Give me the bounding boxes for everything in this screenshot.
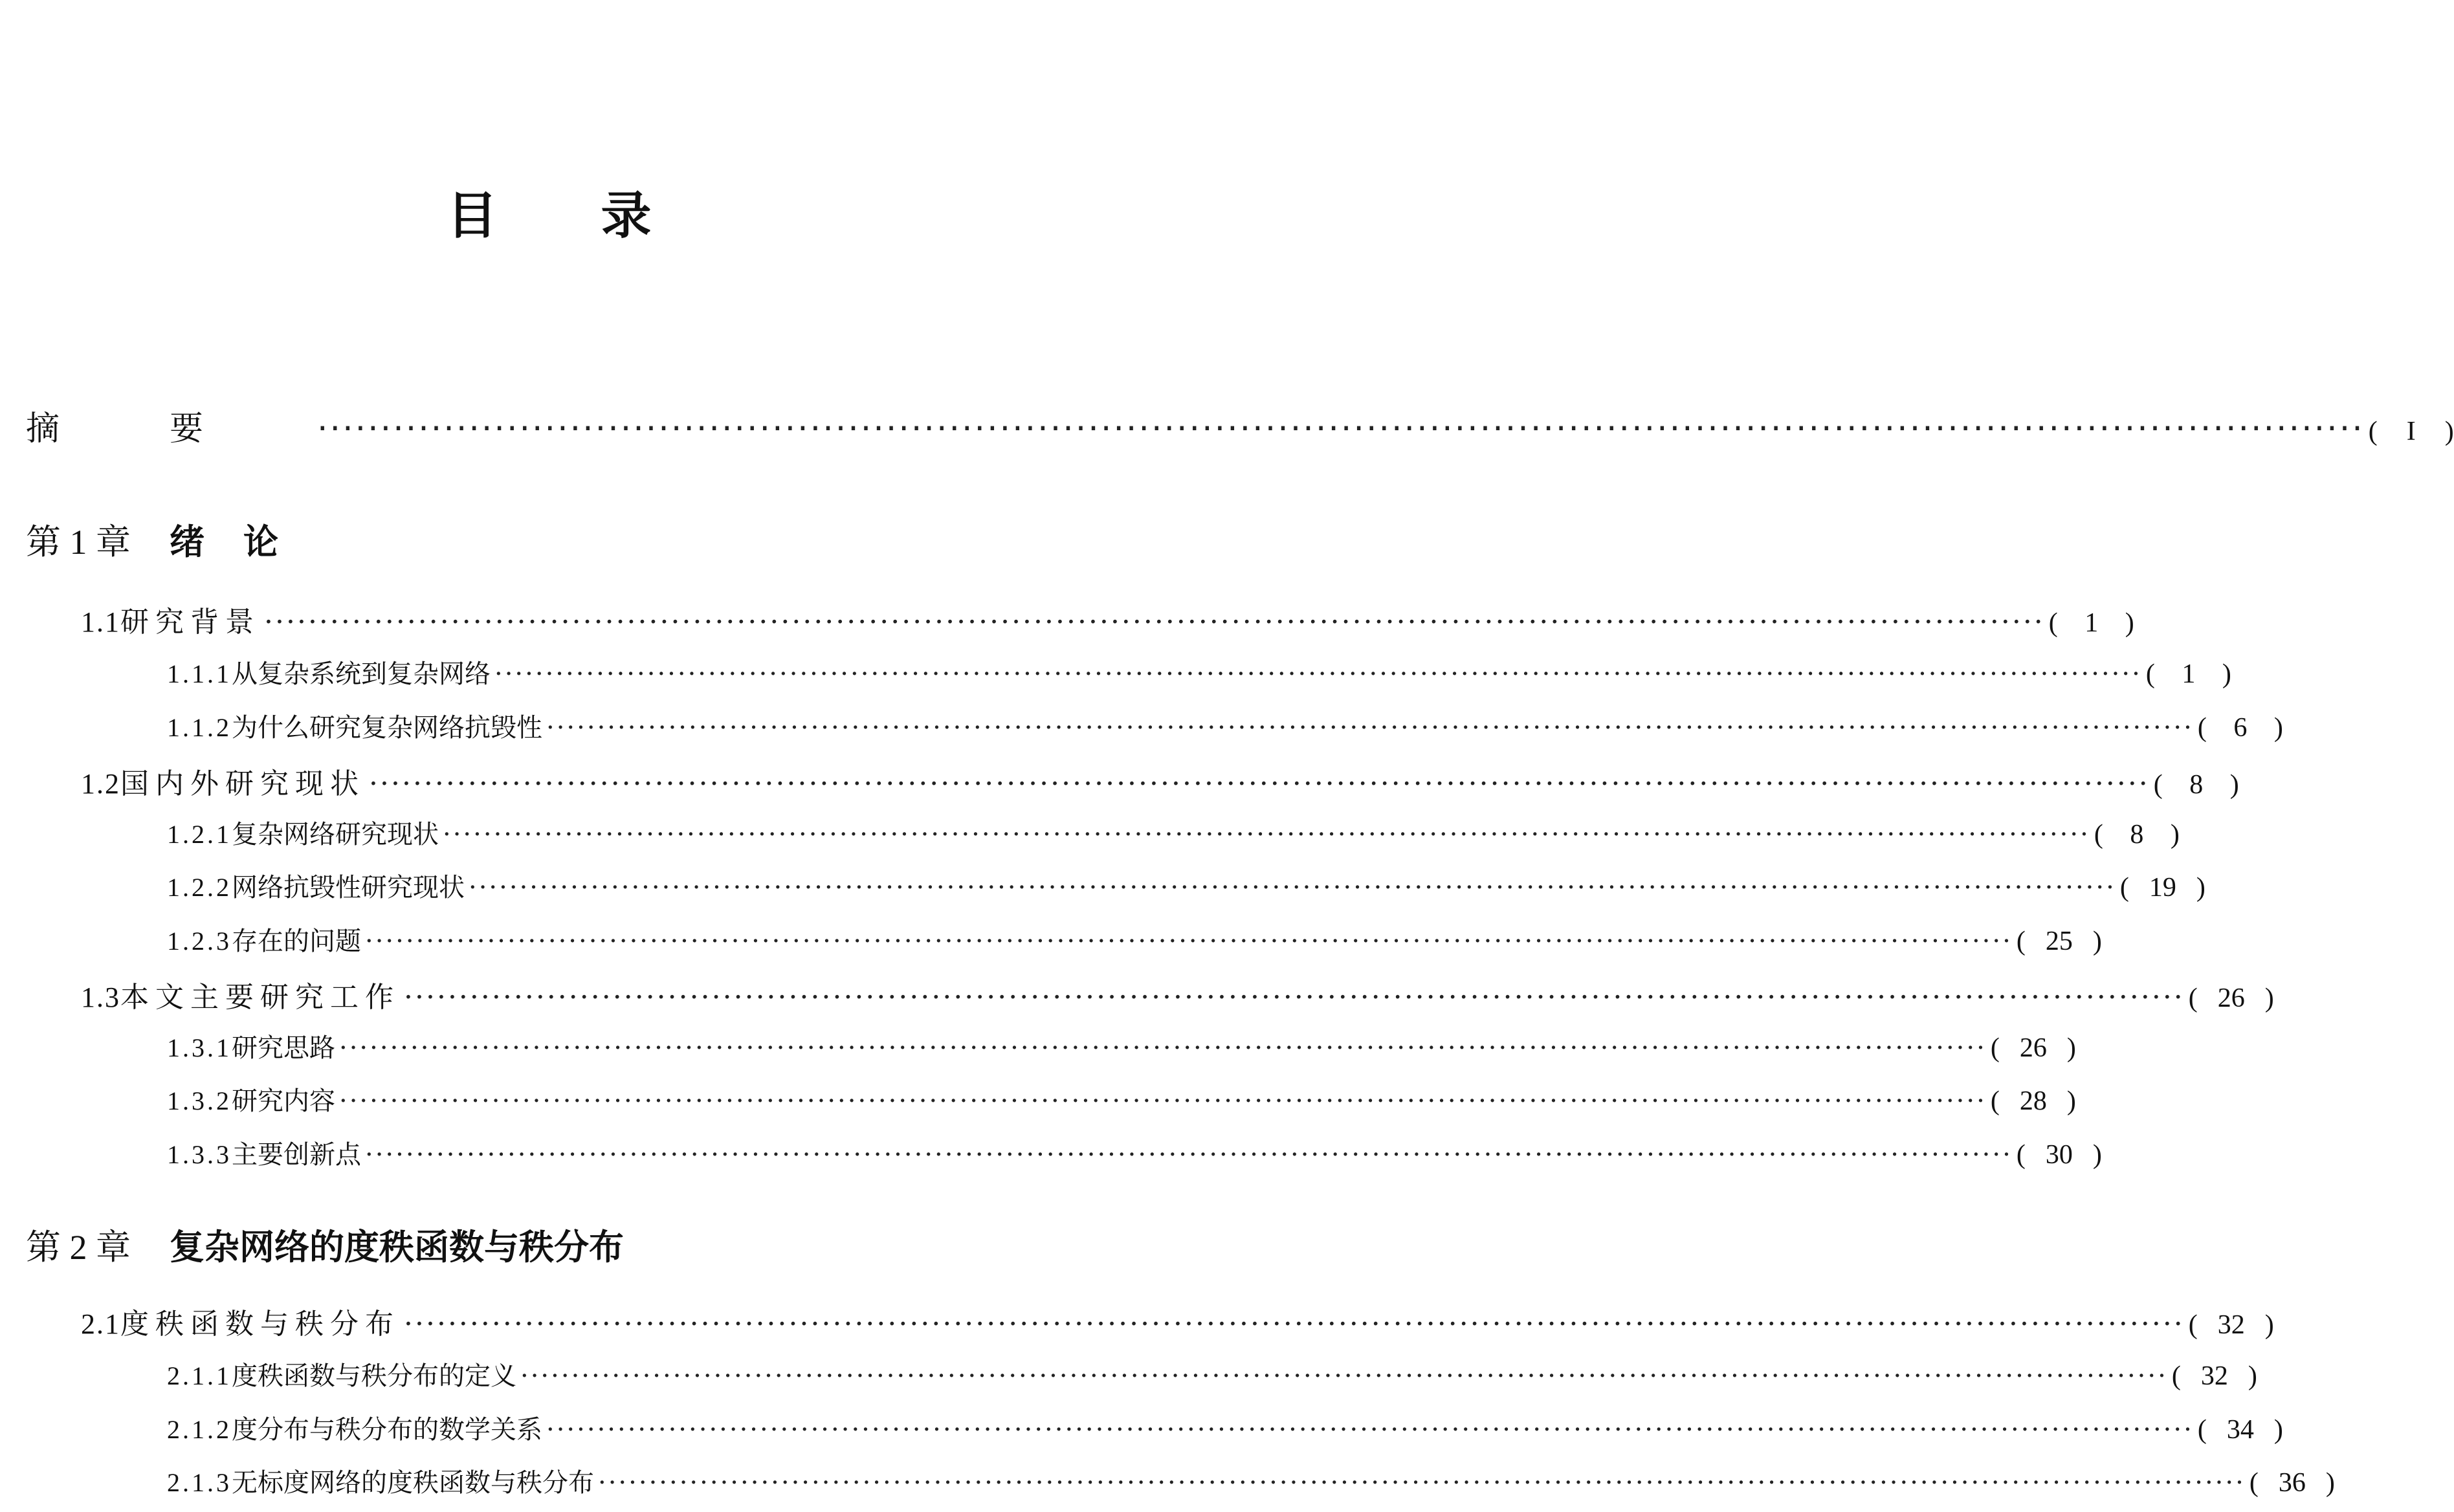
dot-leader: ··································································································································································	[520, 1361, 2168, 1391]
toc-entry-label: 无标度网络的度秩函数与秩分布	[232, 1468, 594, 1498]
toc-entry[interactable]	[81, 1300, 2274, 1342]
toc-page-number: ( 32 )	[2188, 1310, 2274, 1340]
toc-entry-abstract[interactable]	[26, 401, 2454, 450]
toc-entry[interactable]	[81, 760, 2239, 802]
dot-leader: ··································································································································································	[546, 1415, 2194, 1445]
dot-leader: ··································································································································································	[443, 820, 2090, 849]
page-title: 目录	[447, 187, 755, 245]
toc-page-number: ( 32 )	[2171, 1361, 2257, 1391]
toc-entry-label: 主要创新点	[232, 1140, 361, 1170]
dot-leader: ··································································································································································	[264, 606, 2045, 639]
toc-section-number: 1.2.3	[167, 926, 232, 956]
toc-page-number: ( 36 )	[2249, 1468, 2335, 1498]
dot-leader: ··································································································································································	[339, 1086, 1987, 1116]
toc-section-number: 1.2.1	[167, 820, 232, 849]
toc-section-number: 1.3	[81, 981, 120, 1013]
chapter-title: 绪论	[170, 521, 317, 562]
toc-entry-label: 为什么研究复杂网络抗毁性	[232, 713, 542, 743]
toc-page-number: ( 25 )	[2016, 926, 2102, 956]
toc-page-number: ( 19 )	[2119, 873, 2205, 903]
chapter-number: 第 2 章	[26, 1228, 131, 1267]
toc-page-number: ( 8 )	[2094, 820, 2180, 849]
dot-leader: ··································································································································································	[598, 1468, 2246, 1498]
toc-entry[interactable]	[81, 598, 2134, 640]
toc-page-number: ( 26 )	[2188, 983, 2274, 1013]
chapter-title: 复杂网络的度秩函数与秩分布	[170, 1227, 624, 1267]
toc-entry-label: 研究思路	[232, 1033, 335, 1063]
dot-leader: ··································································································································································	[546, 713, 2194, 743]
toc-section-number: 2.1.1	[167, 1361, 232, 1390]
toc-entry[interactable]	[167, 1134, 2102, 1171]
toc-section-number: 2.1.2	[167, 1415, 232, 1444]
toc-page-number: ( 6 )	[2197, 713, 2283, 743]
toc-page-number: ( 1 )	[2145, 659, 2231, 689]
toc-entry[interactable]	[167, 1462, 2335, 1499]
toc-entry-label: 国内外研究现状	[120, 767, 365, 800]
toc-entry-label: 存在的问题	[232, 926, 361, 956]
toc-entry-label: 摘要	[26, 410, 314, 448]
toc-entry[interactable]	[167, 1409, 2283, 1446]
toc-section-number: 2.1.3	[167, 1468, 232, 1497]
toc-entry-label: 本文主要研究工作	[120, 981, 400, 1014]
dot-leader: ··································································································································································	[365, 926, 2013, 956]
toc-entry-label: 研究内容	[232, 1086, 335, 1116]
toc-entry-label: 研究背景	[120, 606, 260, 639]
toc-section-number: 1.1	[81, 606, 120, 638]
dot-leader: ··································································································································································	[365, 1140, 2013, 1170]
toc-section-number: 1.3.1	[167, 1033, 232, 1062]
toc-entry-label: 从复杂系统到复杂网络	[232, 659, 491, 689]
toc-page-number: ( 1 )	[2048, 608, 2134, 638]
toc-section-number: 2.1	[81, 1308, 120, 1340]
dot-leader: ··································································································································································	[404, 981, 2185, 1014]
toc-section-number: 1.1.2	[167, 713, 232, 742]
toc-entry-label: 度秩函数与秩分布	[120, 1308, 400, 1341]
toc-entry-label: 网络抗毁性研究现状	[232, 873, 465, 903]
chapter-heading-1[interactable]	[26, 514, 317, 564]
dot-leader: ··································································································································································	[469, 873, 2116, 903]
toc-section-number: 1.3.2	[167, 1086, 232, 1115]
chapter-number: 第 1 章	[26, 523, 131, 562]
toc-section-number: 1.2.2	[167, 873, 232, 902]
toc-section-number: 1.1.1	[167, 659, 232, 688]
dot-leader: ··································································································································································	[404, 1308, 2185, 1341]
toc-page-number: ( 34 )	[2197, 1415, 2283, 1445]
toc-page-number: ( 26 )	[1990, 1033, 2076, 1063]
toc-entry[interactable]	[167, 1080, 2076, 1117]
dot-leader: ··································································································································································	[317, 410, 2365, 448]
toc-entry-label: 度分布与秩分布的数学关系	[232, 1415, 542, 1445]
dot-leader: ··································································································································································	[339, 1033, 1987, 1063]
toc-entry[interactable]	[167, 814, 2180, 851]
toc-entry-label: 度秩函数与秩分布的定义	[232, 1361, 516, 1391]
toc-page-number: ( 8 )	[2153, 770, 2239, 800]
toc-entry[interactable]	[167, 1027, 2076, 1064]
dot-leader: ··································································································································································	[369, 767, 2150, 800]
dot-leader: ··································································································································································	[494, 659, 2142, 689]
toc-section-number: 1.3.3	[167, 1140, 232, 1169]
toc-page-number: ( 28 )	[1990, 1086, 2076, 1116]
chapter-heading-2[interactable]	[26, 1220, 624, 1269]
toc-entry[interactable]	[81, 974, 2274, 1015]
toc-entry[interactable]	[167, 707, 2283, 744]
toc-page-number: ( I )	[2368, 417, 2454, 446]
toc-entry[interactable]	[167, 921, 2102, 958]
toc-entry[interactable]	[167, 653, 2231, 690]
toc-page-number: ( 30 )	[2016, 1140, 2102, 1170]
toc-entry-label: 复杂网络研究现状	[232, 820, 439, 849]
toc-entry[interactable]	[167, 867, 2205, 904]
toc-entry[interactable]	[167, 1355, 2257, 1392]
toc-section-number: 1.2	[81, 768, 120, 800]
